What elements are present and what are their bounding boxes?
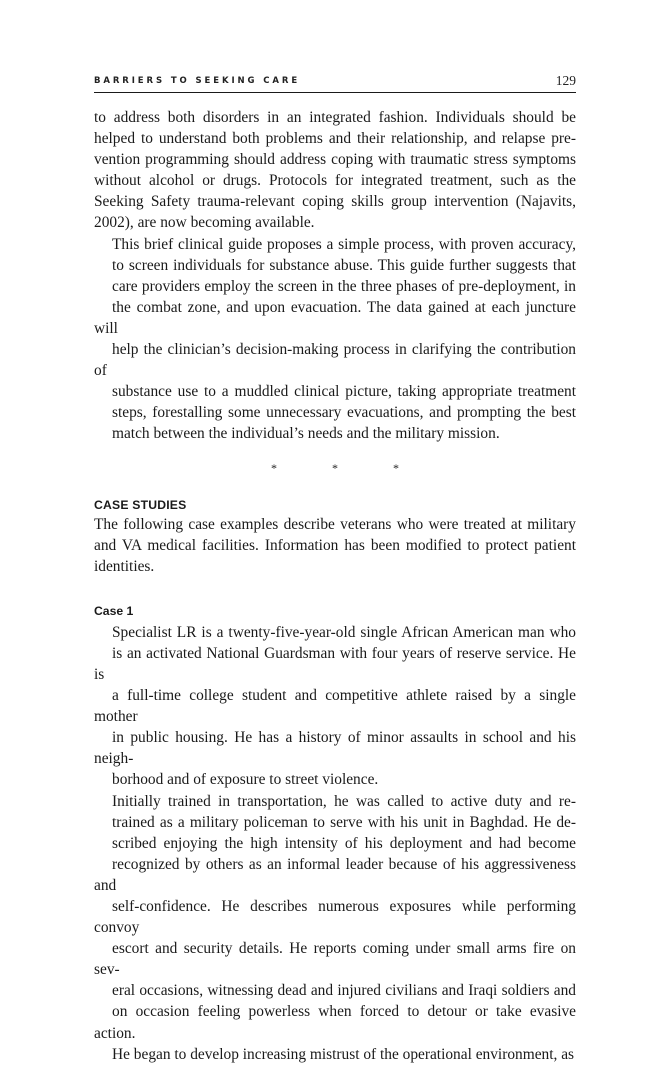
text-line: borhood and of exposure to street violence.: [112, 771, 379, 789]
case-heading: Case 1: [94, 603, 134, 618]
text-line: vention programming should address coping with traumatic stress symptoms: [94, 151, 576, 169]
running-head: [94, 74, 576, 93]
text-line: the combat zone, and upon evacuation. The data gained at each juncture will: [94, 298, 576, 337]
section-break-ornament: * * *: [271, 460, 425, 475]
page-number: 129: [555, 73, 576, 88]
text-line: on occasion feeling powerless when forced to detour or take evasive action.: [94, 1003, 576, 1042]
text-line: helped to understand both problems and their relationship, and relapse pre-: [94, 130, 576, 148]
text-line: in public housing. He has a history of minor assaults in school and his neigh-: [94, 729, 576, 768]
section-heading: CASE STUDIES: [94, 497, 187, 512]
text-line: match between the individual’s needs and the military mission.: [112, 425, 500, 443]
text-line: a full-time college student and competitive athlete raised by a single mother: [94, 687, 576, 726]
text-line: The following case examples describe veterans who were treated at military: [94, 515, 576, 533]
paragraph-3: [94, 514, 576, 577]
text-line: Initially trained in transportation, he was called to active duty and re-: [112, 792, 576, 810]
paragraph-4: [94, 622, 576, 791]
text-line: self-confidence. He describes numerous exposures while performing convoy: [94, 898, 576, 937]
body-text: [94, 107, 576, 1065]
paragraph-2: [94, 234, 576, 445]
text-line: to screen individuals for substance abuse. This guide further suggests that: [112, 256, 576, 274]
paragraph-1: [94, 107, 576, 234]
text-line: trained as a military policeman to serve with his unit in Baghdad. He de-: [112, 813, 576, 831]
text-line: escort and security details. He reports coming under small arms fire on sev-: [94, 940, 576, 979]
text-line: care providers employ the screen in the three phases of pre-deployment, in: [112, 277, 576, 295]
text-line: This brief clinical guide proposes a simple process, with proven accuracy,: [112, 235, 576, 253]
text-line: eral occasions, witnessing dead and injured civilians and Iraqi soldiers and: [112, 982, 576, 1000]
text-line: without alcohol or drugs. Protocols for integrated treatment, such as the: [94, 172, 576, 190]
running-head-title: BARRIERS TO SEEKING CARE: [94, 76, 301, 86]
text-line: He began to develop increasing mistrust of the operational environment, as: [112, 1045, 575, 1063]
text-line: recognized by others as an informal leader because of his aggressiveness and: [94, 855, 576, 894]
text-line: is an activated National Guardsman with four years of reserve service. He is: [94, 644, 576, 683]
text-line: Seeking Safety trauma-relevant coping skills group intervention (Najavits,: [94, 193, 576, 211]
text-line: scribed enjoying the high intensity of his deployment and had become: [112, 834, 576, 852]
text-line: steps, forestalling some unnecessary evacuations, and prompting the best: [112, 404, 576, 422]
text-line: identities.: [94, 557, 155, 575]
text-line: help the clinician’s decision-making process in clarifying the contribution of: [94, 341, 576, 380]
text-line: and VA medical facilities. Information has been modified to protect patient: [94, 536, 576, 554]
text-line: 2002), are now becoming available.: [94, 214, 315, 232]
text-line: substance use to a muddled clinical picture, taking appropriate treatment: [112, 383, 576, 401]
text-line: to address both disorders in an integrated fashion. Individuals should be: [94, 109, 576, 126]
text-line: Specialist LR is a twenty-five-year-old single African American man who: [112, 623, 576, 641]
paragraph-5: [94, 791, 576, 1065]
